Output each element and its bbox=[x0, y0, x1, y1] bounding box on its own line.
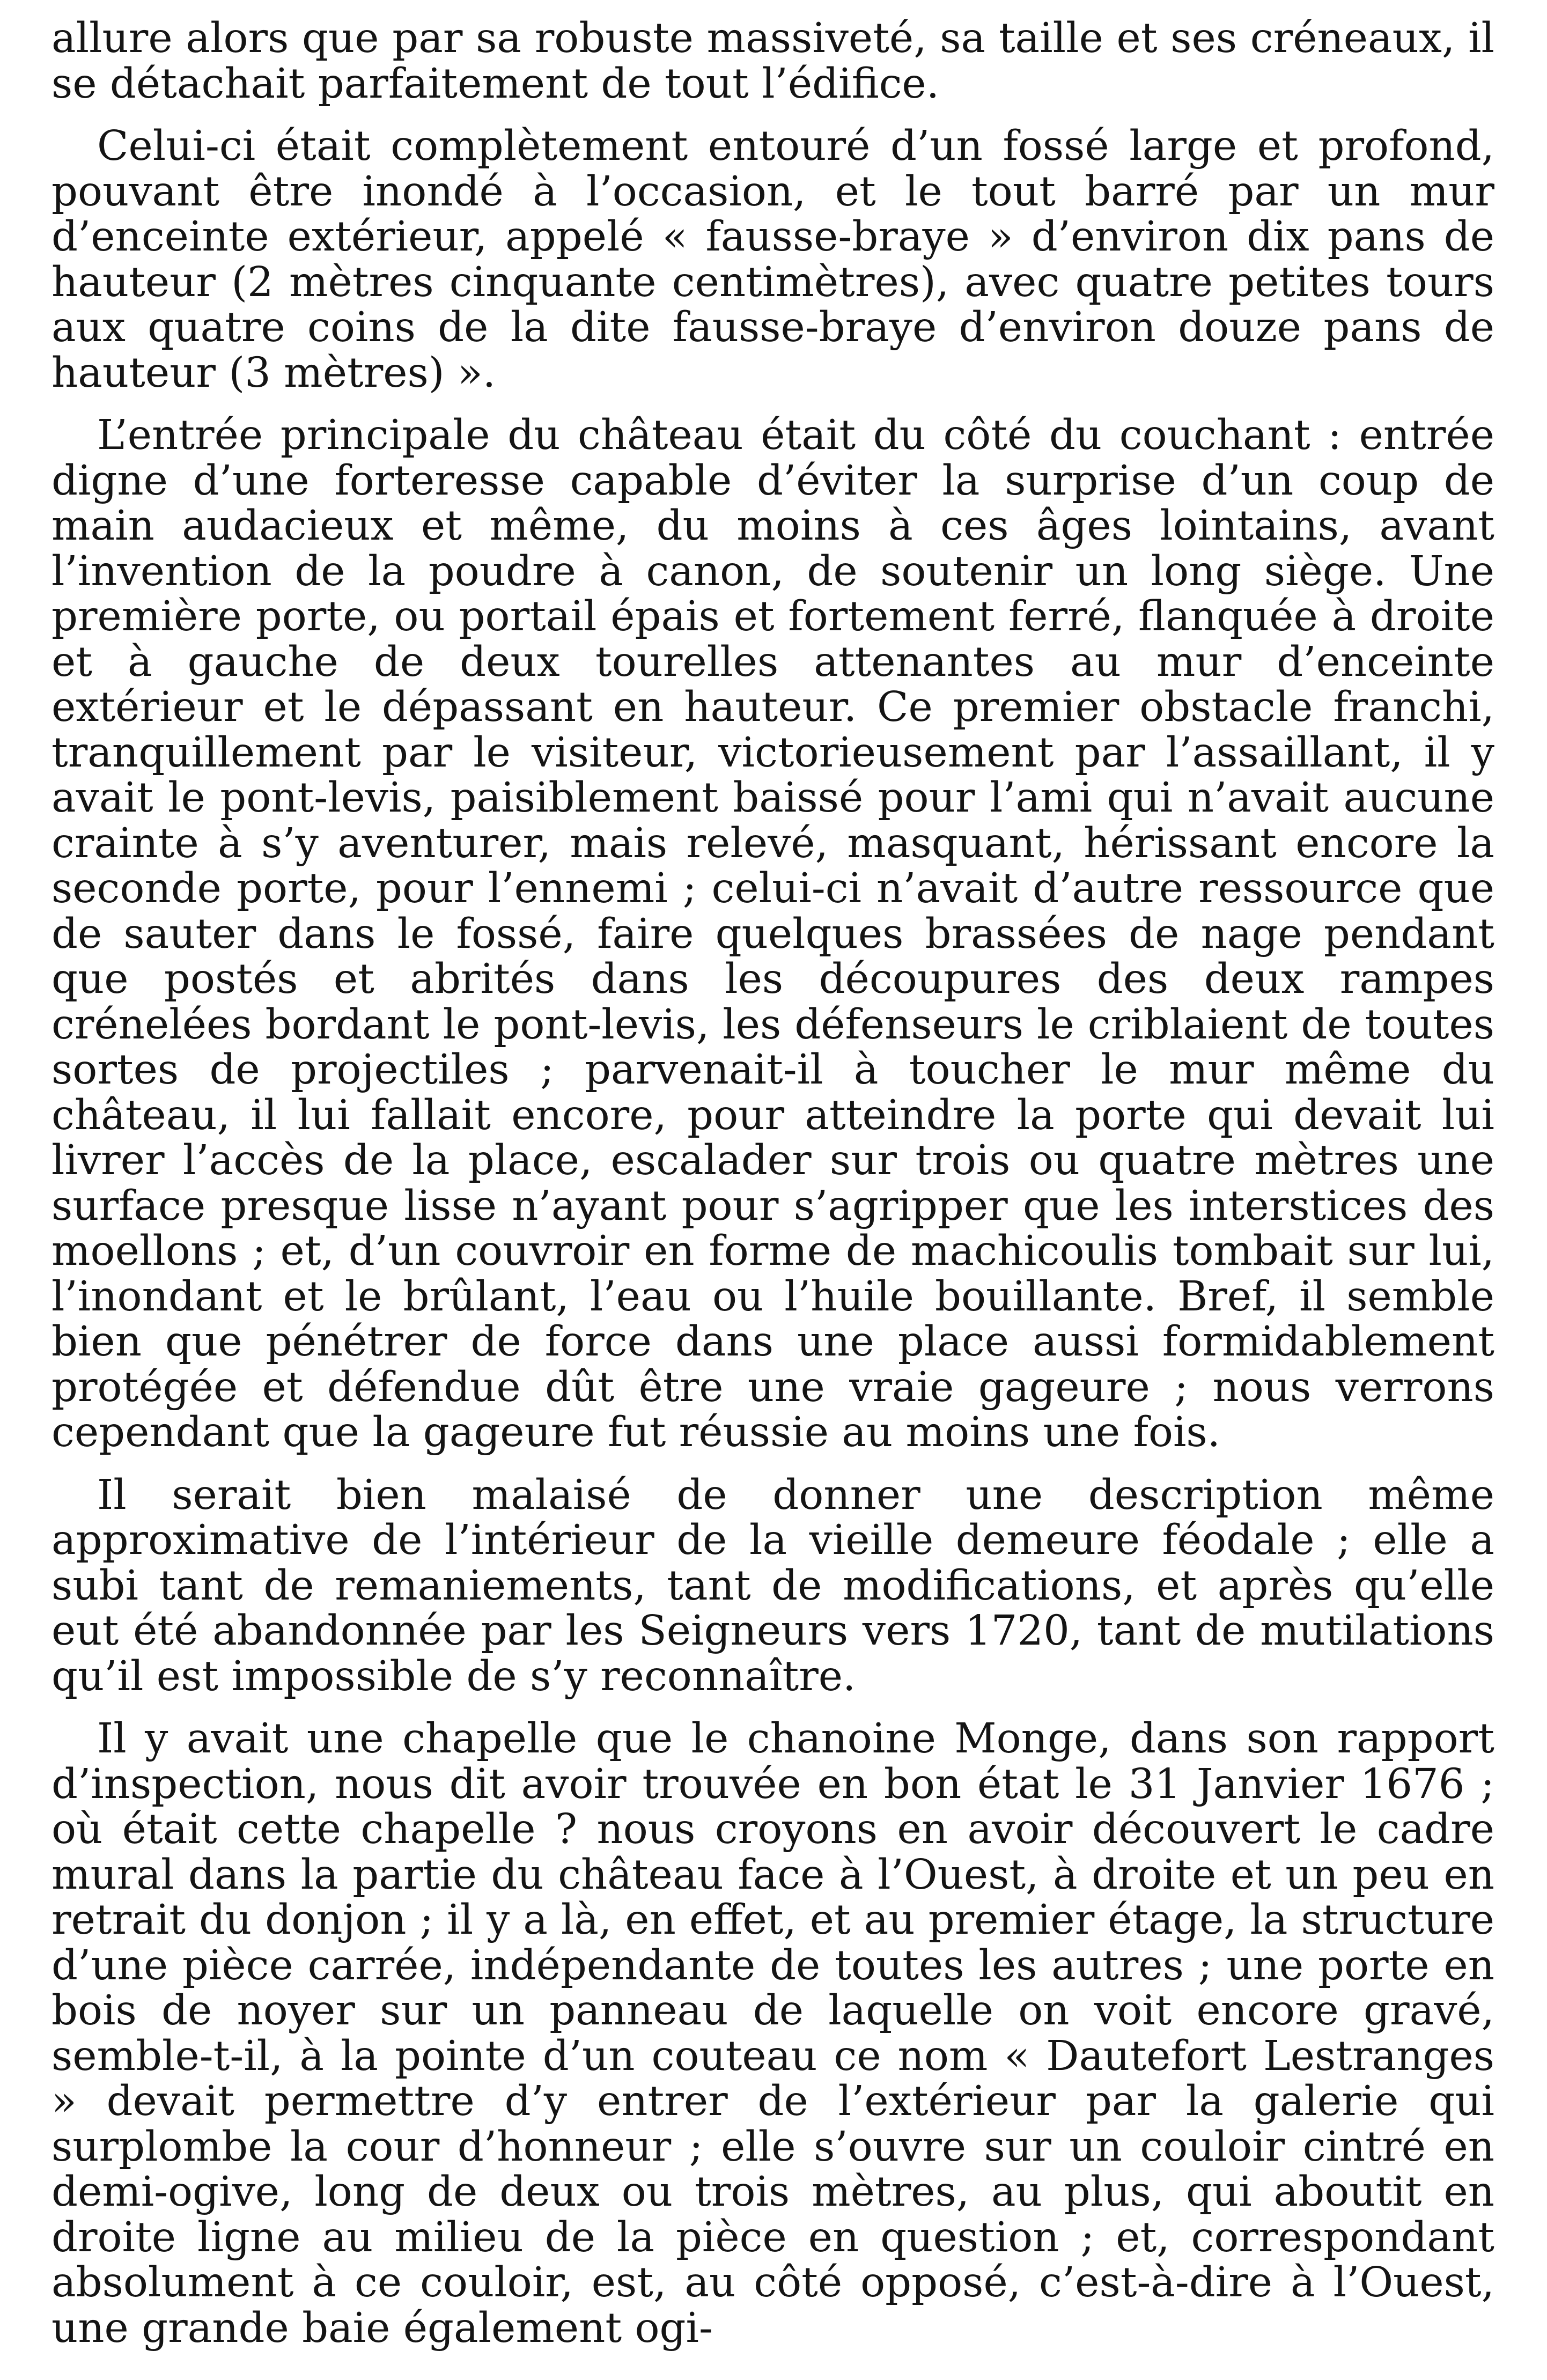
book-page bbox=[51, 16, 1494, 2351]
paragraph-4: Il serait bien malaisé de donner une description même approximative de l’intérieur de la vieille demeure féodale ; elle a subi tant de remaniements, tant de modifications, et après qu’elle eut été abandonnée par les Seigneurs vers 1720, tant de mutilations qu’il est impossible de s’y reconnaître. bbox=[51, 1471, 1494, 1700]
paragraph-5: Il y avait une chapelle que le chanoine Monge, dans son rapport d’inspection, nous dit avoir trouvée en bon état le 31 Janvier 1676 ; où était cette chapelle ? nous croyons en avoir découvert le cadre mural dans la partie du château face à l’Ouest, à droite et un peu en retrait du donjon ; il y a là, en effet, et au premier étage, la structure d’une pièce carrée, indépendante de toutes les autres ; une porte en bois de noyer sur un panneau de laquelle on voit encore gravé, semble-t-il, à la pointe d’un couteau ce nom « Dautefort Lestranges » devait permettre d’y entrer de l’extérieur par la galerie qui surplombe la cour d’honneur ; elle s’ouvre sur un couloir cintré en demi-ogive, long de deux ou trois mètres, au plus, qui aboutit en droite ligne au milieu de la pièce en question ; et, correspondant absolument à ce couloir, est, au côté opposé, c’est-à-dire à l’Ouest, une grande baie également ogi- bbox=[51, 1715, 1494, 2352]
paragraph-2: Celui-ci était complètement entouré d’un fossé large et profond, pouvant être inondé à l’occasion, et le tout barré par un mur d’enceinte extérieur, appelé « fausse-braye » d’environ dix pans de hauteur (2 mètres cinquante centimètres), avec quatre petites tours aux quatre coins de la dite fausse-braye d’environ douze pans de hauteur (3 mètres) ». bbox=[51, 122, 1494, 397]
paragraph-3: L’entrée principale du château était du côté du couchant : entrée digne d’une forteresse capable d’éviter la surprise d’un coup de main audacieux et même, du moins à ces âges lointains, avant l’invention de la poudre à canon, de soutenir un long siège. Une première porte, ou portail épais et fortement ferré, flanquée à droite et à gauche de deux tourelles attenantes au mur d’enceinte extérieur et le dépassant en hauteur. Ce premier obstacle franchi, tranquillement par le visiteur, victorieusement par l’assaillant, il y avait le pont-levis, paisiblement baissé pour l’ami qui n’avait aucune crainte à s’y aventurer, mais relevé, masquant, hérissant encore la seconde porte, pour l’ennemi ; celui-ci n’avait d’autre ressource que de sauter dans le fossé, faire quelques brassées de nage pendant que postés et abrités dans les découpures des deux rampes crénelées bordant le pont-levis, les défenseurs le criblaient de toutes sortes de projectiles ; parvenait-il à toucher le mur même du château, il lui fallait encore, pour atteindre la porte qui devait lui livrer l’accès de la place, escalader sur trois ou quatre mètres une surface presque lisse n’ayant pour s’agripper que les interstices des moellons ; et, d’un couvroir en forme de machicoulis tombait sur lui, l’inondant et le brûlant, l’eau ou l’huile bouillante. Bref, il semble bien que pénétrer de force dans une place aussi formidablement protégée et défendue dût être une vraie gageure ; nous verrons cependant que la gageure fut réussie au moins une fois. bbox=[51, 411, 1494, 1456]
paragraph-1: allure alors que par sa robuste massiveté, sa taille et ses créneaux, il se détachait parfaitement de tout l’édifice. bbox=[51, 14, 1494, 108]
